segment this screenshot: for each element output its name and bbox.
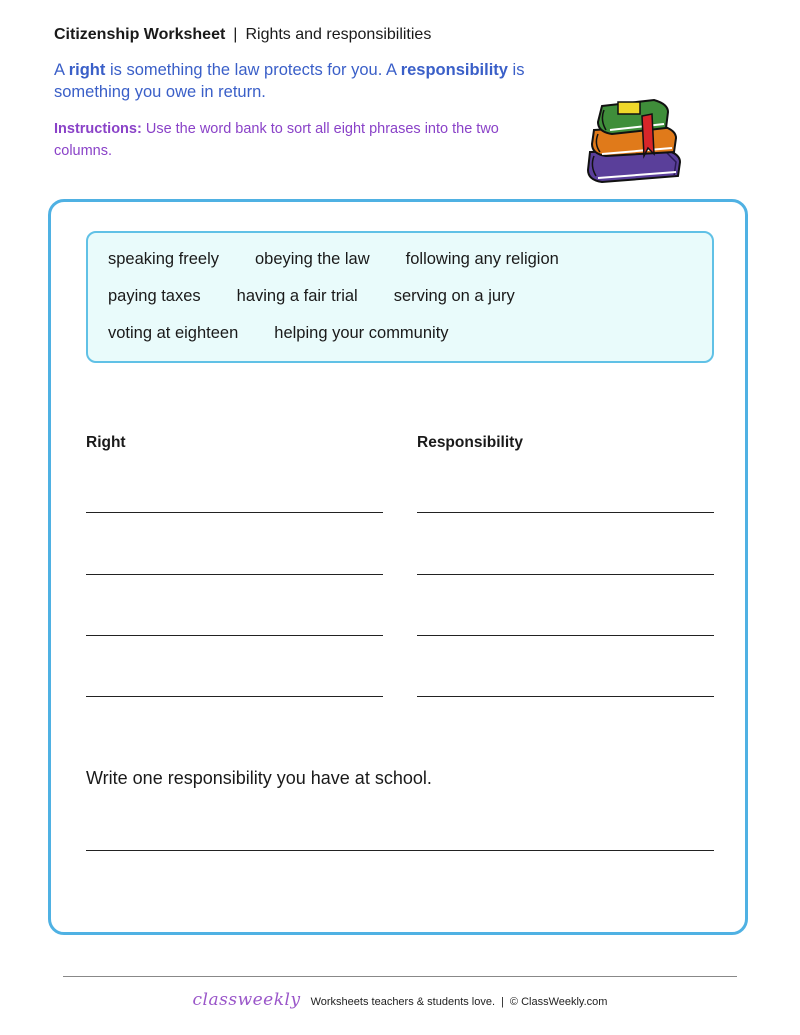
question-answer-line[interactable] — [86, 850, 714, 851]
worksheet-title: Citizenship Worksheet — [54, 26, 226, 43]
intro-part: A — [54, 61, 69, 79]
word-bank-phrase: speaking freely — [108, 250, 219, 268]
instructions-body: Use the word bank to sort all eight phrases into the two columns. — [54, 121, 499, 159]
worksheet-subtitle: Rights and responsibilities — [245, 26, 432, 43]
word-bank-phrase: obeying the law — [254, 250, 370, 268]
footer-rule — [63, 976, 737, 977]
responsibility-answer-line[interactable] — [417, 574, 714, 575]
responsibility-answer-line[interactable] — [417, 696, 714, 697]
brand-logo: classweekly — [192, 990, 301, 1010]
word-bank-phrase: helping your community — [274, 324, 449, 342]
word-bank-phrase: following any religion — [405, 250, 559, 268]
footer-tagline: Worksheets teachers & students love. — [310, 996, 496, 1008]
intro-text — [54, 59, 574, 103]
intro-part: is something you owe in return. — [54, 61, 525, 101]
intro-term-right: right — [68, 61, 106, 79]
stack-of-books-icon — [582, 96, 688, 190]
word-bank-phrase: having a fair trial — [236, 287, 358, 305]
right-answer-line[interactable] — [86, 512, 383, 513]
footer — [0, 990, 800, 1010]
word-bank-phrase: voting at eighteen — [108, 324, 239, 342]
instructions-text — [54, 118, 524, 162]
right-answer-line[interactable] — [86, 574, 383, 575]
word-bank-row — [108, 324, 485, 343]
responsibility-answer-line[interactable] — [417, 635, 714, 636]
word-bank-phrase: paying taxes — [108, 287, 201, 305]
right-answer-line[interactable] — [86, 696, 383, 697]
word-bank-row — [108, 250, 595, 269]
responsibility-column-heading: Responsibility — [417, 434, 523, 451]
intro-part: is something the law protects for you. A — [105, 61, 401, 79]
worksheet-header — [54, 26, 431, 44]
question-prompt: Write one responsibility you have at school. — [86, 768, 432, 788]
footer-divider: | — [501, 996, 504, 1008]
word-bank-phrase: serving on a jury — [393, 287, 515, 305]
instructions-label: Instructions: — [54, 121, 142, 137]
word-bank — [86, 231, 714, 363]
footer-copyright: © ClassWeekly.com — [509, 996, 608, 1008]
intro-term-responsibility: responsibility — [400, 61, 508, 79]
header-separator: | — [233, 26, 238, 43]
right-answer-line[interactable] — [86, 635, 383, 636]
responsibility-answer-line[interactable] — [417, 512, 714, 513]
word-bank-row — [108, 287, 551, 306]
right-column-heading: Right — [86, 434, 126, 451]
